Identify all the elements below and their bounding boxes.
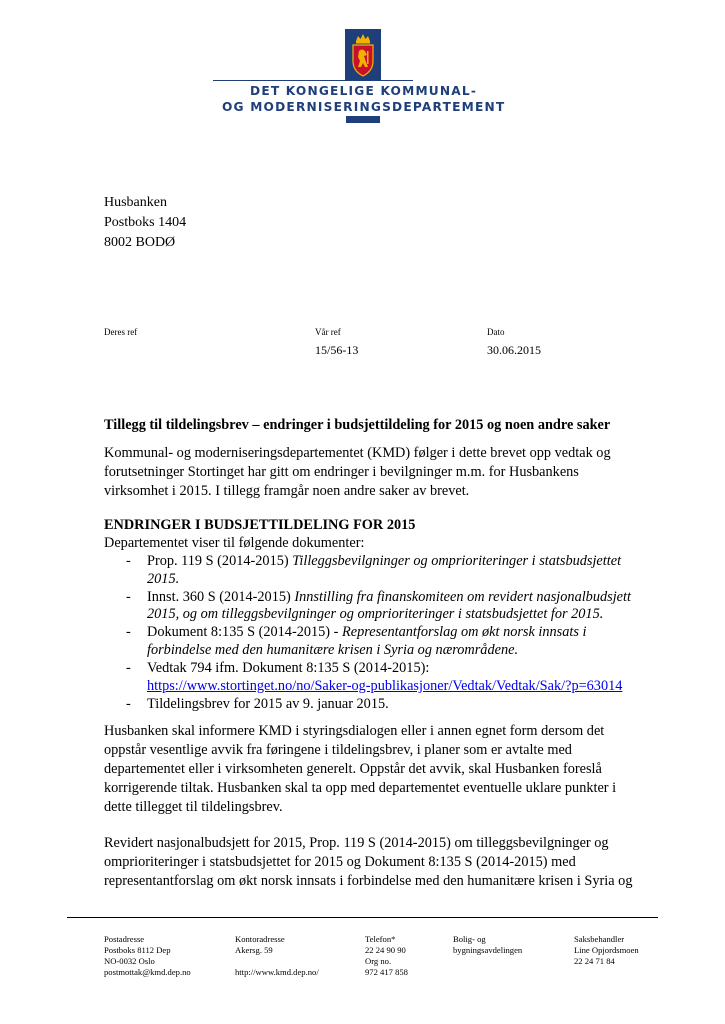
para1-line: korrigerende tiltak. Husbanken skal ta opp med departementet eventuelle uklare punkter i bbox=[104, 780, 617, 796]
header-bar bbox=[346, 116, 380, 123]
department-name-line1: DET KONGELIGE KOMMUNAL- bbox=[250, 84, 478, 98]
footer-unit-line2: bygningsavdelingen bbox=[453, 945, 523, 955]
intro-line: virksomhet i 2015. I tillegg framgår noen andre saker av brevet. bbox=[104, 483, 470, 499]
footer-post-label: Postadresse bbox=[104, 934, 145, 944]
bullet-prefix: Dokument 8:135 S (2014-2015) - bbox=[147, 624, 342, 640]
footer-phone-label: Telefon* bbox=[365, 934, 396, 944]
para1-line: departementet eller i virksomheten generelt. Oppstår det avvik, skal Husbanken foreslå bbox=[104, 761, 602, 777]
footer-website: http://www.kmd.dep.no/ bbox=[235, 967, 319, 977]
intro-line: forutsetninger Stortinget har gitt om endringer i bevilgninger m.m. for Husbankens bbox=[104, 464, 579, 480]
section-intro: Departementet viser til følgende dokumenter: bbox=[104, 535, 365, 551]
bullet-title-cont: 2015. bbox=[147, 571, 180, 587]
para2-line: Revidert nasjonalbudsjett for 2015, Prop. 119 S (2014-2015) om tilleggsbevilgninger og bbox=[104, 835, 609, 851]
bullet-dash: - bbox=[126, 553, 131, 569]
department-name-line2: OG MODERNISERINGSDEPARTEMENT bbox=[222, 100, 506, 114]
bullet-item bbox=[147, 623, 586, 642]
para1-line: Husbanken skal informere KMD i styringsdialogen eller i annen egnet form dersom det bbox=[104, 723, 605, 739]
para2-line: omprioriteringer i statsbudsjettet for 2015 og Dokument 8:135 S (2014-2015) med bbox=[104, 854, 576, 870]
date-label: Dato bbox=[487, 327, 505, 337]
footer-orgno: 972 417 858 bbox=[365, 967, 408, 977]
footer-phone: 22 24 90 90 bbox=[365, 945, 406, 955]
footer-orgno-label: Org no. bbox=[365, 956, 392, 966]
footer-handler-name: Line Opjordsmoen bbox=[574, 945, 639, 955]
footer-rule bbox=[67, 917, 658, 918]
date-value: 30.06.2015 bbox=[487, 343, 541, 357]
bullet-dash: - bbox=[126, 696, 131, 712]
footer-post-box: Postboks 8112 Dep bbox=[104, 945, 171, 955]
bullet-title: Tilleggsbevilgninger og omprioriteringer i statsbudsjettet bbox=[292, 553, 622, 569]
recipient-box: Postboks 1404 bbox=[104, 215, 187, 230]
bullet-dash: - bbox=[126, 624, 131, 640]
para1-line: oppstår vesentlige avvik fra føringene i tildelingsbrev, i planer som er avtalte med bbox=[104, 742, 572, 758]
section-heading: ENDRINGER I BUDSJETTILDELING FOR 2015 bbox=[104, 517, 416, 533]
recipient-city: 8002 BODØ bbox=[104, 235, 176, 250]
bullet-title-cont: forbindelse med den humanitære krisen i Syria og nærområdene. bbox=[147, 642, 519, 658]
footer-email: postmottak@kmd.dep.no bbox=[104, 967, 191, 977]
footer-handler-label: Saksbehandler bbox=[574, 934, 625, 944]
intro-line: Kommunal- og moderniseringsdepartementet (KMD) følger i dette brevet opp vedtak og bbox=[104, 445, 611, 461]
bullet-dash: - bbox=[126, 589, 131, 605]
stortinget-vedtak-link[interactable]: https://www.stortinget.no/no/Saker-og-publikasjoner/Vedtak/Vedtak/Sak/?p=63014 bbox=[147, 678, 623, 694]
para2-line: representantforslag om økt norsk innsats i forbindelse med den humanitære krisen i Syria og bbox=[104, 873, 633, 889]
bullet-prefix: Innst. 360 S (2014-2015) bbox=[147, 589, 295, 605]
bullet-title: Representantforslag om økt norsk innsats i bbox=[341, 624, 587, 640]
subject-heading: Tillegg til tildelingsbrev – endringer i budsjettildeling for 2015 og noen andre saker bbox=[104, 417, 611, 433]
coat-of-arms-icon bbox=[345, 29, 381, 81]
recipient-name: Husbanken bbox=[104, 195, 167, 210]
var-ref-value: 15/56-13 bbox=[315, 343, 359, 357]
var-ref-label: Vår ref bbox=[315, 327, 341, 337]
bullet-item bbox=[147, 552, 621, 571]
bullet-item: Tildelingsbrev for 2015 av 9. januar 2015. bbox=[147, 696, 389, 712]
bullet-title: Innstilling fra finanskomiteen om revidert nasjonalbudsjett bbox=[294, 589, 631, 605]
bullet-prefix: Prop. 119 S (2014-2015) bbox=[147, 553, 293, 569]
footer-unit-line1: Bolig- og bbox=[453, 934, 486, 944]
bullet-item: Vedtak 794 ifm. Dokument 8:135 S (2014-2015): bbox=[147, 660, 430, 676]
header-rule bbox=[213, 80, 413, 81]
para1-line: dette tillegget til tildelingsbrev. bbox=[104, 799, 283, 815]
bullet-dash: - bbox=[126, 660, 131, 676]
deres-ref-label: Deres ref bbox=[104, 327, 138, 337]
footer-office-street: Akersg. 59 bbox=[235, 945, 273, 955]
bullet-title-cont: 2015, og om tilleggsbevilgninger og omprioriteringer i statsbudsjettet for 2015. bbox=[147, 606, 604, 622]
footer-office-label: Kontoradresse bbox=[235, 934, 285, 944]
footer-handler-phone: 22 24 71 84 bbox=[574, 956, 615, 966]
footer-post-city: NO-0032 Oslo bbox=[104, 956, 155, 966]
